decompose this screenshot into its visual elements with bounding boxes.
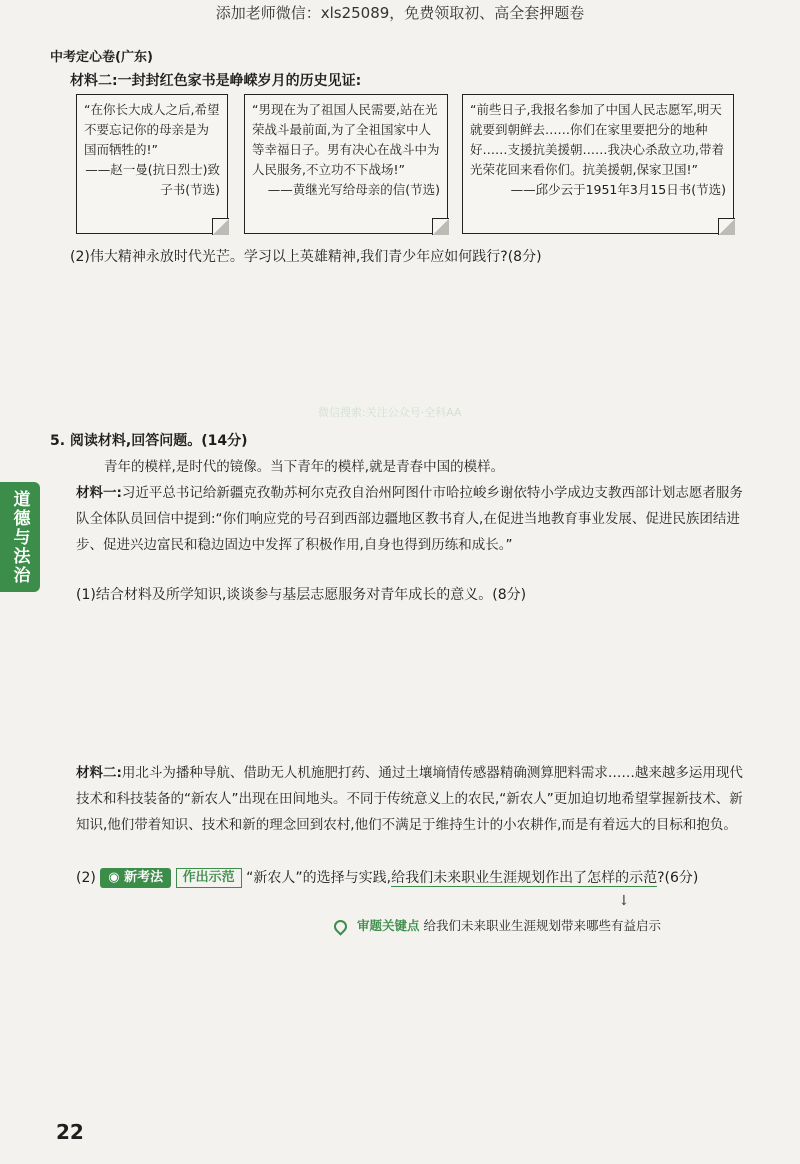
key-point-text: 给我们未来职业生涯规划带来哪些有益启示 [423,918,661,933]
q5-sub2-question [76,864,756,892]
material1-label: 材料一: [76,485,122,501]
location-pin-icon [331,917,349,935]
q2-text-underlined: 给我们未来职业生涯规划作出了怎样的示范 [391,870,658,886]
letter-signature: ——邱少云于1951年3月15日书(节选) [510,182,726,197]
page-fold-icon [432,218,449,235]
letter-text: “男现在为了祖国人民需要,站在光荣战斗最前面,为了全祖国家中人等幸福日子。男有决心在战斗中为人民服务,不立功不下战场!” [252,102,440,177]
location-pin-icon: ◉ [108,870,125,885]
demo-tag: 作出示范 [176,868,242,888]
tag-label: 新考法 [124,870,164,885]
q5-intro: 青年的模样,是时代的镜像。当下青年的模样,就是青春中国的模样。 [104,459,505,475]
letter-signature: ——黄继光写给母亲的信(节选) [267,182,440,197]
key-point-label: 审题关键点 [356,918,420,933]
exam-header: 中考定心卷(广东) [50,50,153,65]
q4-sub2-question: (2)伟大精神永放时代光芒。学习以上英雄精神,我们青少年应如何践行?(8分) [70,249,542,265]
down-arrow-icon: ↓ [618,893,630,909]
q5-material2 [76,760,752,838]
material2-title: 材料二:一封封红色家书是峥嵘岁月的历史见证: [70,73,362,89]
letter-text: “前些日子,我报名参加了中国人民志愿军,明天就要到朝鲜去……你们在家里要把分的地种好……支援抗美援朝……我决心杀敌立功,带着光荣花回来看你们。抗美援朝,保家卫国!” [470,102,724,177]
letter-card-3 [462,94,734,234]
q5-sub1-question: (1)结合材料及所学知识,谈谈参与基层志愿服务对青年成长的意义。(8分) [76,587,527,603]
page-fold-icon [718,218,735,235]
page-fold-icon [212,218,229,235]
q2-text-b: ?(6分) [657,870,699,886]
q5-material1 [76,480,752,558]
q2-text-a: “新农人”的选择与实践, [246,870,392,886]
letter-card-2 [244,94,448,234]
letter-signature: ——赵一曼(抗日烈士)致子书(节选) [85,162,220,197]
letter-text: “在你长大成人之后,希望不要忘记你的母亲是为国而牺牲的!” [84,102,220,157]
q2-prefix: (2) [76,870,96,886]
key-point-line [334,916,661,934]
side-subject-tab: 道德与法治 [0,482,40,592]
top-banner: 添加老师微信：xls25089，免费领取初、高全套押题卷 [215,4,585,22]
material2-text: 用北斗为播种导航、借助无人机施肥打药、通过土壤墒情传感器精确测算肥料需求……越来越多运用现代技术和科技装备的“新农人”出现在田间地头。不同于传统意义上的农民,“新农人”更加迫切地希望掌握新技术、新知识,他们带着知识、技术和新的理念回到农村,他们不满足于维持生计的小农耕作,而是有着远大的目标和抱负。 [76,765,743,833]
watermark: 微信搜索:关注公众号·全科AA [318,406,462,419]
new-exam-tag [100,868,171,888]
material1-text: 习近平总书记给新疆克孜勒苏柯尔克孜自治州阿图什市哈拉峻乡谢依特小学成边支教西部计划志愿者服务队全体队员回信中提到:“你们响应党的号召到西部边疆地区教书育人,在促进当地教育事业发展、促进民族团结进步、促进兴边富民和稳边固边中发挥了积极作用,自身也得到历练和成长。” [76,485,743,553]
q5-heading: 5. 阅读材料,回答问题。(14分) [50,433,248,449]
material2-label: 材料二: [76,765,122,781]
page-number: 22 [56,1120,84,1144]
letter-card-1 [76,94,228,234]
